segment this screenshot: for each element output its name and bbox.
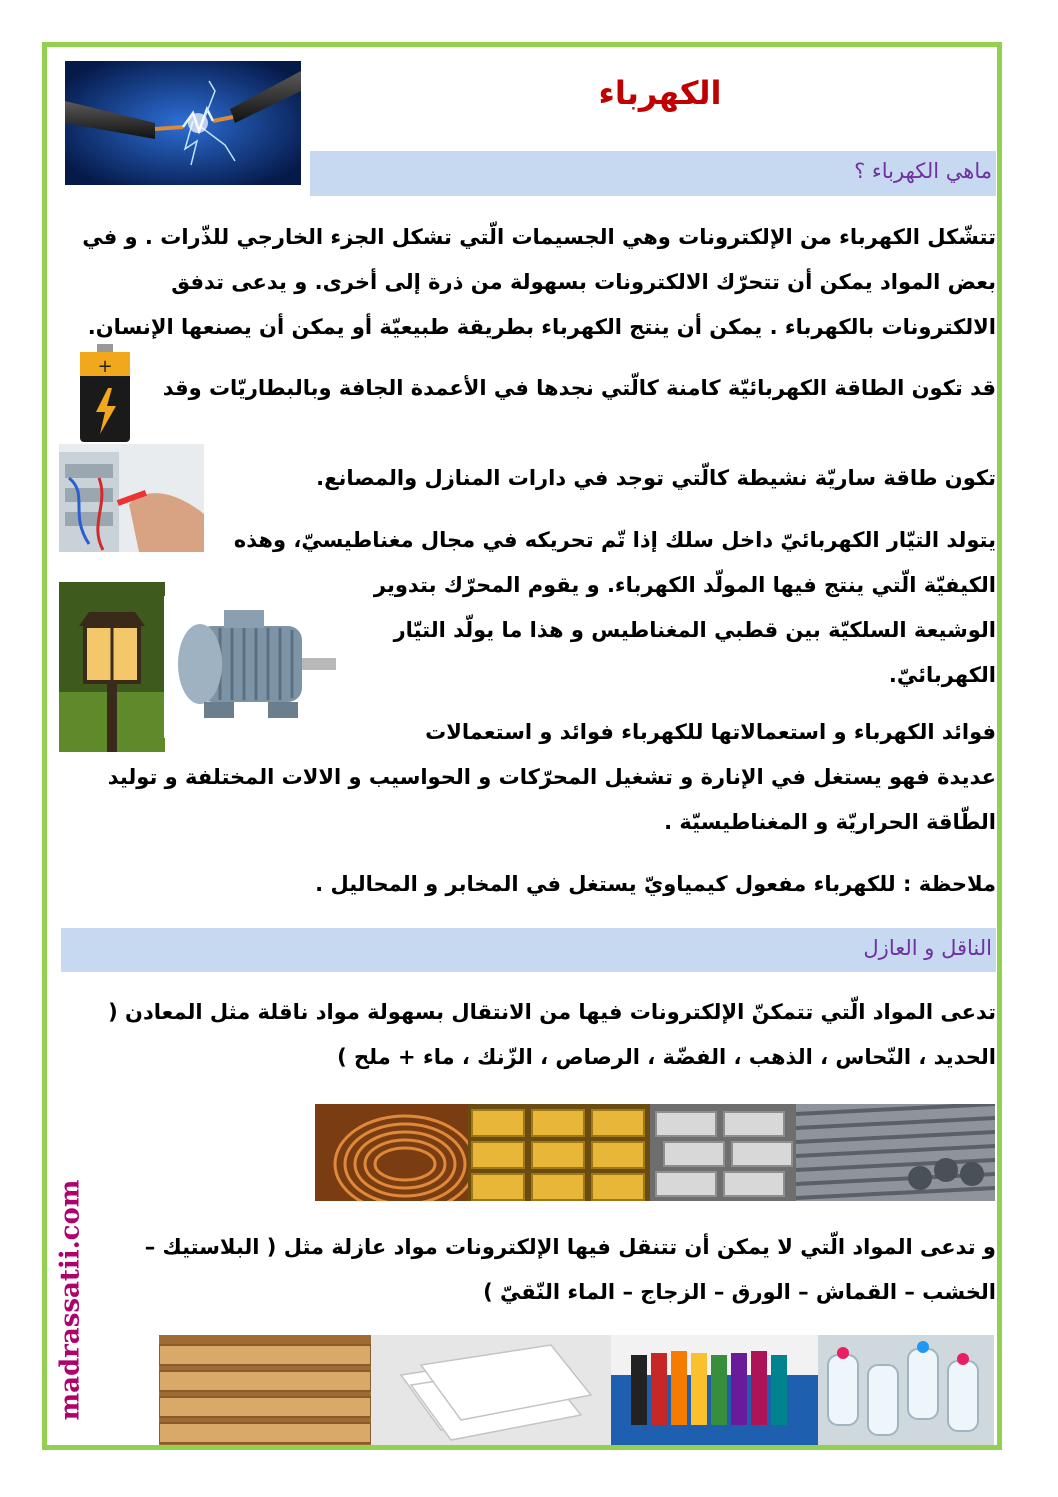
text-line: الكهربائيّ. (888, 663, 996, 687)
paragraph-definition (56, 215, 996, 350)
text-line: عديدة فهو يستغل في الإنارة و تشغيل المحرّكات و الحواسيب و الالات المختلفة و توليد (107, 765, 996, 789)
copper-wire-image (315, 1104, 468, 1201)
fabric-image (611, 1335, 818, 1445)
garden-lamp-image (59, 582, 165, 752)
paragraph-benefits-heading (396, 710, 996, 755)
text-line: الالكترونات بالكهرباء . يمكن أن ينتج الكهرباء بطريقة طبيعيّة أو يمكن أن يصنعها الإنسان. (87, 315, 996, 339)
page-title: الكهرباء (598, 74, 722, 112)
insulator-images-row (159, 1335, 994, 1445)
section-heading: ماهي الكهرباء ؟ (854, 159, 992, 183)
text-line: يتولد التيّار الكهربائيّ داخل سلك إذا تّم تحريكه في مجال مغناطيسيّ، وهذه (233, 528, 996, 552)
paragraph-insulators (96, 1225, 996, 1315)
section-band-conductor-insulator (61, 928, 996, 972)
electric-spark-image (65, 61, 301, 185)
text-line: تكون طاقة ساريّة نشيطة كالّتي توجد في دارات المنازل والمصانع. (316, 466, 996, 490)
plastic-bottles-image (818, 1335, 994, 1445)
battery-image (76, 344, 134, 444)
text-line: قد تكون الطاقة الكهربائيّة كامنة كالّتي نجدها في الأعمدة الجافة وبالبطاريّات وقد (162, 376, 996, 400)
paragraph-generator-continued (356, 563, 996, 698)
paragraph-generator (196, 518, 996, 563)
text-line: و تدعى المواد الّتي لا يمكن أن تتنقل فيها الإلكترونات مواد عازلة مثل ( البلاستيك – (144, 1235, 996, 1259)
conductor-images-row (315, 1104, 995, 1201)
note (96, 862, 996, 907)
paragraph-energy-continued (236, 456, 996, 501)
gold-bars-image (468, 1104, 650, 1201)
section-band-what-is-electricity (310, 151, 996, 196)
text-line: الحديد ، النّحاس ، الذهب ، الفضّة ، الرصاص ، الزّنك ، ماء + ملح ) (337, 1045, 996, 1069)
electric-motor-image (164, 596, 342, 738)
text-line: الطّاقة الحراريّة و المغناطيسيّة . (664, 810, 996, 834)
section-heading: الناقل و العازل (863, 936, 992, 960)
paper-sheets-image (371, 1335, 611, 1445)
electrician-panel-image (59, 444, 204, 552)
paragraph-benefits (96, 755, 996, 845)
text-line: تدعى المواد الّتي تتمكنّ الإلكترونات فيها من الانتقال بسهولة مواد ناقلة مثل المعادن ( (108, 1000, 996, 1024)
text-line: الكيفيّة الّتي ينتج فيها المولّد الكهرباء. و يقوم المحرّك بتدوير (373, 573, 996, 597)
text-line: بعض المواد يمكن أن تتحرّك الالكترونات بسهولة من ذرة إلى أخرى. و يدعى تدفق (171, 270, 996, 294)
paragraph-conductors (96, 990, 996, 1080)
steel-rods-image (796, 1104, 995, 1201)
wood-planks-image (159, 1335, 371, 1445)
text-line: الخشب – القماش – الورق – الزجاج – الماء النّقيّ ) (483, 1280, 996, 1304)
text-line: فوائد الكهرباء و استعمالاتها للكهرباء فوائد و استعمالات (425, 720, 996, 744)
text-line: تتشّكل الكهرباء من الإلكترونات وهي الجسيمات الّتي تشكل الجزء الخارجي للذّرات . و في (82, 225, 996, 249)
watermark-text: madrassatii.com (55, 1179, 86, 1421)
svg-text:+: + (97, 356, 113, 377)
text-line: ملاحظة : للكهرباء مفعول كيمياويّ يستغل في المخابر و المحاليل . (315, 872, 996, 896)
paragraph-energy (136, 366, 996, 411)
site-watermark (40, 1150, 100, 1450)
silver-bars-image (650, 1104, 796, 1201)
text-line: الوشيعة السلكيّة بين قطبي المغناطيس و هذا ما يولّد التيّار (393, 618, 996, 642)
